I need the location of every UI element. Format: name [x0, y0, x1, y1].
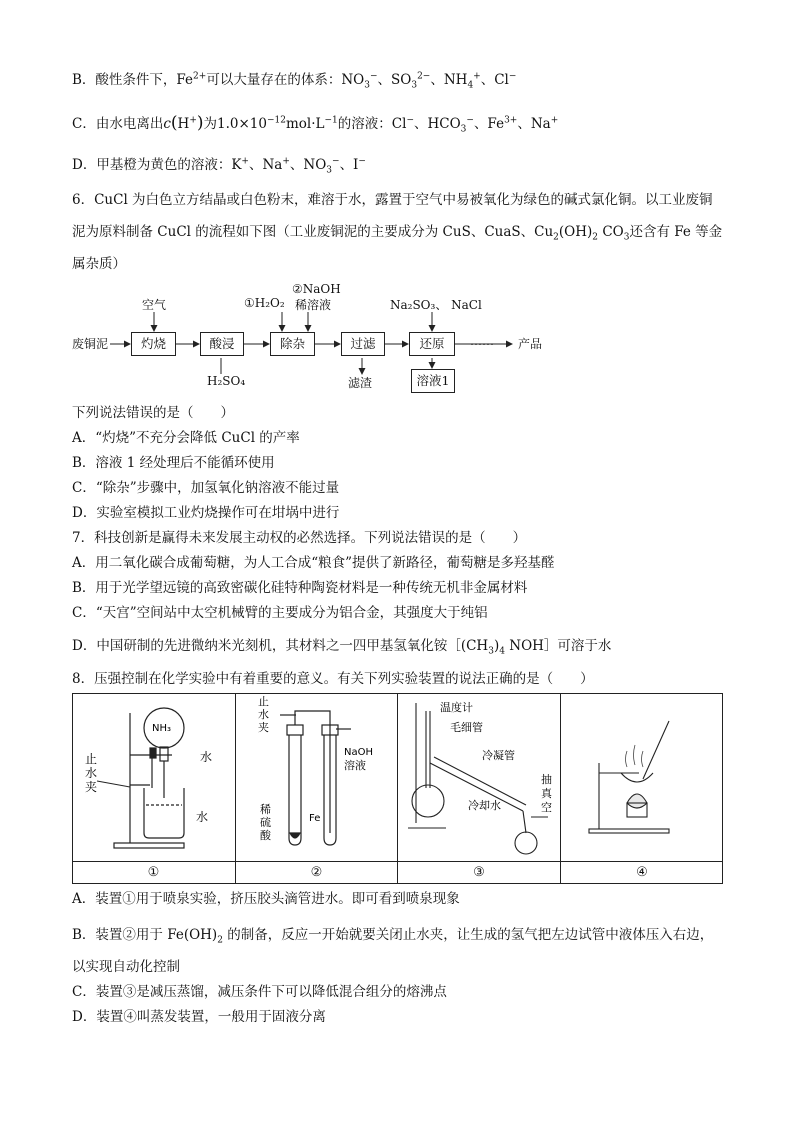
flow-h2so4-label: H₂SO₄	[207, 374, 246, 388]
q6-stem-line3: 属杂质）	[72, 256, 126, 272]
apparatus-number-4: ④	[636, 865, 648, 880]
clamp2-label-3: 夹	[258, 721, 269, 734]
q6-option-d: D．实验室模拟工业灼烧操作可在坩埚中进行	[72, 505, 340, 521]
q6-question: 下列说法错误的是（ ）	[72, 405, 234, 421]
apparatus-number-3: ③	[473, 865, 485, 880]
clamp2-label-1: 止	[258, 695, 269, 708]
fountain-apparatus-drawing	[72, 693, 235, 861]
q5-option-b: B．酸性条件下，$Fe^{2+}$可以大量存在的体系：$NO_3^-$、$SO_3^{2-}$、$NH_4^+$、Cl−	[72, 71, 517, 91]
vacuum-distillation-drawing	[398, 693, 560, 861]
process-flowchart	[72, 282, 572, 392]
evaporation-drawing	[561, 693, 723, 861]
q6-stem-line2: 泥为原料制备 CuCl 的流程如下图（工业废铜泥的主要成分为 CuS、CuaS、$Cu_2(OH)_2$ $CO_3$还含有 Fe 等金	[72, 224, 723, 243]
flow-air-label: 空气	[142, 298, 167, 312]
q7-option-d: D．中国研制的先进微纳米光刻机，其材料之一四甲基氢氧化铵$[(CH_3)_4$ NOH］可溶于水	[72, 638, 612, 657]
clamp-label-3: 夹	[85, 780, 98, 794]
q8-option-b-line2: 以实现自动化控制	[72, 959, 180, 975]
flow-box-purify: 除杂	[270, 332, 315, 356]
q5-option-d: D．甲基橙为黄色的溶液：K+、Na+、$NO_3^-$、I−	[72, 156, 366, 176]
q7-option-c: C．“天宫”空间站中太空机械臂的主要成分为铝合金，其强度大于纯铝	[72, 605, 488, 621]
capillary-label: 毛细管	[450, 721, 483, 734]
q7-stem: 7．科技创新是赢得未来发展主动权的必然选择。下列说法错误的是（ ）	[72, 530, 527, 546]
q8-option-d: D．装置④叫蒸发装置，一般用于固液分离	[72, 1009, 326, 1025]
cooling-water-label: 冷却水	[468, 799, 501, 812]
thermometer-label: 温度计	[440, 701, 473, 714]
flow-reagents-label: Na₂SO₃、 NaCl	[390, 298, 482, 312]
q5-option-c: C．由水电离出c(H+)为$1.0\times 10^{-12}mol\cdot L^{-1}$的溶液：Cl−、$HCO_3^-$、$Fe^{3+}$、Na+	[72, 113, 559, 135]
flow-box-roast: 灼烧	[131, 332, 176, 356]
vacuum-label-1: 抽	[541, 773, 552, 786]
acid-label-3: 酸	[260, 829, 271, 842]
q6-option-b: B．溶液 1 经处理后不能循环使用	[72, 455, 275, 471]
flow-box-reduce: 还原	[409, 332, 455, 356]
q8-stem: 8．压强控制在化学实验中有着重要的意义。有关下列实验装置的说法正确的是（ ）	[72, 671, 594, 687]
water-label-lower: 水	[196, 810, 209, 824]
apparatus-number-2: ②	[310, 865, 323, 880]
clamp-label-2: 水	[85, 766, 98, 780]
flow-dots: ……	[470, 334, 494, 348]
flow-box-acid-leach: 酸浸	[200, 332, 244, 356]
q8-option-b-line1: B．装置②用于 $Fe(OH)_2$ 的制备，反应一开始就要关闭止水夹，让生成的氢气把左边试管中液体压入右边，	[72, 927, 714, 946]
vacuum-label-3: 空	[541, 801, 552, 814]
feoh2-apparatus-drawing	[236, 693, 397, 861]
clamp-label-1: 止	[85, 752, 98, 766]
q6-option-c: C．“除杂”步骤中，加氢氧化钠溶液不能过量	[72, 480, 340, 496]
apparatus-3-vacuum-distillation	[398, 693, 560, 884]
q8-option-a: A．装置①用于喷泉实验，挤压胶头滴管进水。即可看到喷泉现象	[72, 891, 460, 907]
apparatus-number-1: ①	[147, 865, 160, 880]
apparatus-4-evaporation	[561, 693, 723, 884]
water-label-upper: 水	[200, 750, 213, 764]
q6-stem-line1: 6．CuCl 为白色立方结晶或白色粉末，难溶于水，露置于空气中易被氧化为绿色的碱式氯化铜。以工业废铜	[72, 192, 713, 208]
flow-box-filter: 过滤	[341, 332, 385, 356]
apparatus-table	[72, 693, 723, 884]
flow-product-label: 产品	[518, 337, 543, 351]
q7-option-b: B．用于光学望远镜的高致密碳化硅特种陶瓷材料是一种传统无机非金属材料	[72, 580, 528, 596]
naoh-label: NaOH	[344, 747, 373, 758]
flow-naoh-dilute-label: 稀溶液	[295, 298, 332, 312]
condenser-label: 冷凝管	[482, 749, 515, 762]
q8-option-c: C．装置③是减压蒸馏，减压条件下可以降低混合组分的熔沸点	[72, 984, 447, 1000]
naoh-solution-label: 溶液	[344, 759, 366, 772]
acid-label-2: 硫	[260, 816, 271, 829]
flow-naoh-label: ②NaOH	[292, 282, 341, 296]
flow-start-label: 废铜泥	[72, 337, 109, 351]
apparatus-2-feoh2	[236, 693, 397, 884]
clamp2-label-2: 水	[258, 708, 269, 721]
flow-box-solution1: 溶液1	[411, 369, 455, 393]
apparatus-1-fountain	[72, 693, 235, 884]
fe-label: Fe	[309, 813, 321, 824]
acid-label-1: 稀	[260, 803, 271, 816]
vacuum-label-2: 真	[541, 787, 552, 800]
flow-h2o2-label: ①H₂O₂	[244, 296, 285, 310]
nh3-label: NH₃	[152, 723, 172, 734]
q7-option-a: A．用二氧化碳合成葡萄糖，为人工合成“粮食”提供了新路径，葡萄糖是多羟基醛	[72, 555, 555, 571]
q6-option-a: A．“灼烧”不充分会降低 CuCl 的产率	[72, 430, 300, 446]
flow-residue-label: 滤渣	[348, 376, 373, 390]
